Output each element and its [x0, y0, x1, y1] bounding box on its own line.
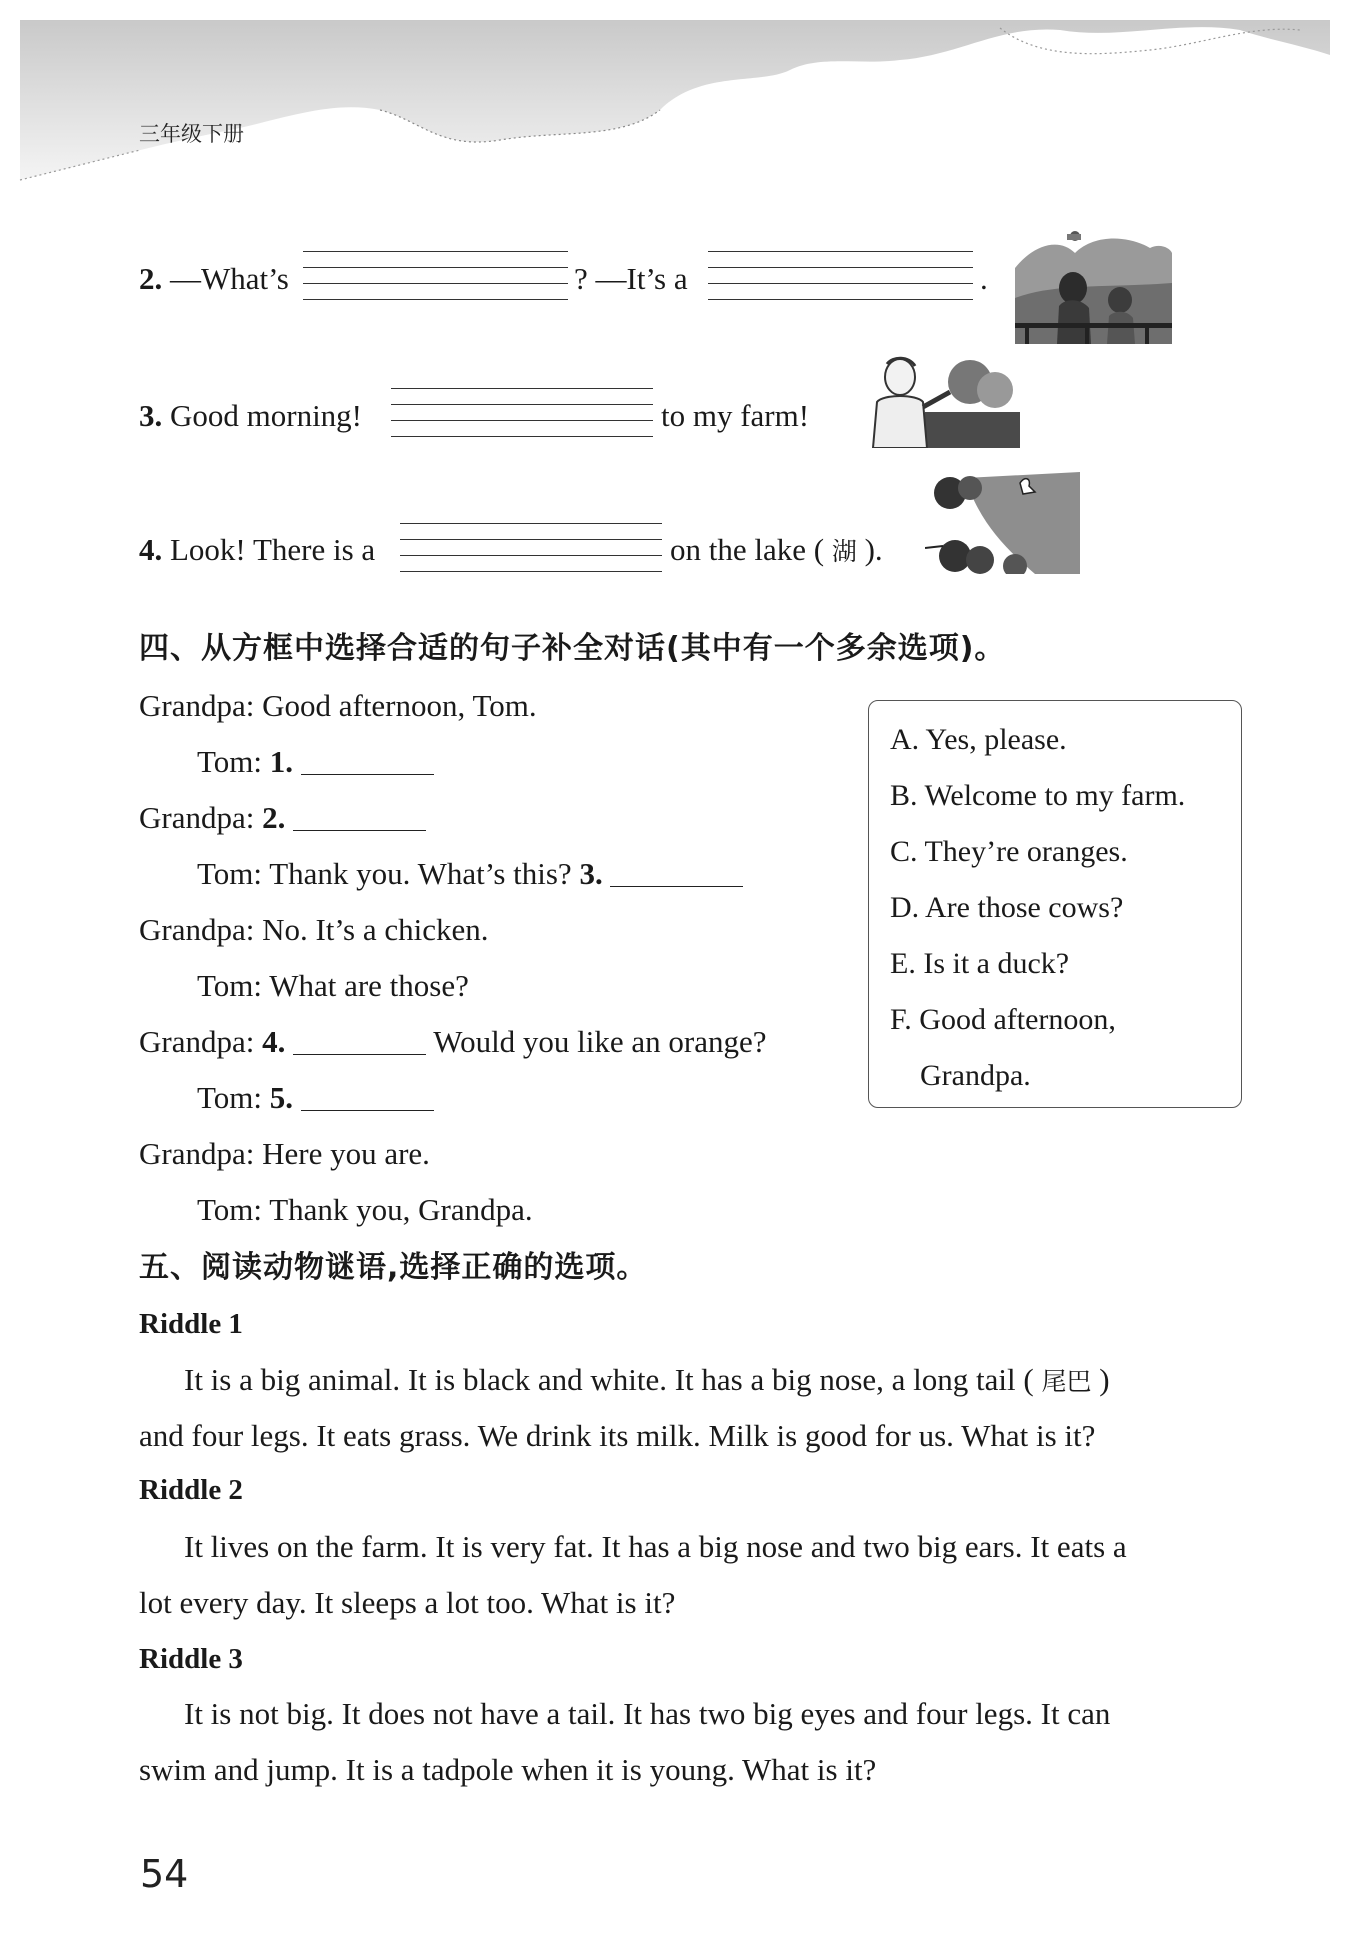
header-banner: [0, 0, 1350, 200]
blank-number: 2.: [262, 800, 286, 835]
riddle-text-end: ): [1099, 1362, 1110, 1397]
line-text: No. It’s a chicken.: [262, 912, 489, 947]
question-after: on the lake (: [670, 532, 825, 567]
riddle-3-line-1: It is not big. It does not have a tail. It has two big eyes and four legs. It can: [184, 1696, 1111, 1731]
speaker: Grandpa:: [139, 912, 255, 947]
question-text: —What’s: [170, 261, 289, 296]
dialogue-line-10: [197, 1194, 533, 1225]
riddle-1-line-2: and four legs. It eats grass. We drink its milk. Milk is good for us. What is it?: [139, 1418, 1096, 1453]
speaker: Tom:: [197, 856, 262, 891]
option-f: F. Good afternoon,: [890, 1003, 1116, 1036]
line-text: Would you like an orange?: [433, 1024, 767, 1059]
writing-lines-4[interactable]: [400, 523, 662, 577]
riddle-1-title: Riddle 1: [139, 1308, 243, 1340]
speaker: Grandpa:: [139, 800, 255, 835]
line-text: Thank you. What’s this?: [269, 856, 572, 891]
option-a: A. Yes, please.: [890, 723, 1067, 756]
section-5-title: 五、阅读动物谜语,选择正确的选项。: [139, 1250, 648, 1285]
writing-lines-3[interactable]: [391, 388, 653, 442]
grandpa-farm-illustration: [865, 352, 1020, 448]
option-e: E. Is it a duck?: [890, 947, 1070, 980]
riddle-2-title: Riddle 2: [139, 1474, 243, 1506]
dialogue-line-8: [197, 1082, 434, 1113]
question-end: .: [980, 261, 988, 296]
option-d: D. Are those cows?: [890, 891, 1124, 924]
blank-number: 3.: [579, 856, 603, 891]
answer-blank-4[interactable]: [293, 1028, 426, 1055]
answer-blank-2[interactable]: [293, 804, 426, 831]
question-text: ? —It’s a: [574, 261, 688, 296]
riddle-3-line-2: swim and jump. It is a tadpole when it is young. What is it?: [139, 1752, 877, 1787]
farm-lookout-illustration: [1015, 228, 1172, 344]
answer-blank-5[interactable]: [301, 1084, 434, 1111]
chinese-gloss: 湖: [831, 537, 857, 566]
riddle-text: It is a big animal. It is black and white. It has a big nose, a long tail (: [184, 1362, 1034, 1397]
dialogue-line-5: [139, 914, 489, 945]
speaker: Tom:: [197, 1192, 262, 1227]
answer-blank-3[interactable]: [610, 860, 743, 887]
section-4-title: 四、从方框中选择合适的句子补全对话(其中有一个多余选项)。: [139, 631, 1006, 666]
writing-lines-2a[interactable]: [303, 251, 568, 305]
question-4: [139, 534, 375, 565]
question-close: ).: [864, 532, 883, 567]
question-text: Good morning!: [170, 398, 363, 433]
speaker: Tom:: [197, 1080, 262, 1115]
line-text: Here you are.: [262, 1136, 430, 1171]
speaker: Tom:: [197, 744, 262, 779]
line-text: Thank you, Grandpa.: [269, 1192, 533, 1227]
page-number: 54: [140, 1852, 189, 1896]
dialogue-line-4: [197, 858, 743, 889]
question-number: 4.: [139, 532, 163, 567]
riddle-3-title: Riddle 3: [139, 1643, 243, 1675]
dialogue-line-6: [197, 970, 469, 1001]
answer-blank-1[interactable]: [301, 748, 434, 775]
option-f-continued: Grandpa.: [920, 1059, 1031, 1092]
dialogue-line-7: [139, 1026, 767, 1057]
question-text: to my farm!: [661, 398, 810, 433]
option-c: C. They’re oranges.: [890, 835, 1128, 868]
riddle-2-line-1: It lives on the farm. It is very fat. It has a big nose and two big ears. It eats a: [184, 1529, 1127, 1564]
speaker: Tom:: [197, 968, 262, 1003]
question-text: [670, 534, 883, 565]
question-number: 3.: [139, 398, 163, 433]
blank-number: 5.: [269, 1080, 293, 1115]
dialogue-line-1: [139, 690, 537, 721]
speaker: Grandpa:: [139, 1136, 255, 1171]
line-text: What are those?: [269, 968, 469, 1003]
lake-illustration: [925, 468, 1080, 574]
grade-label: 三年级下册: [139, 122, 244, 146]
dialogue-line-2: [197, 746, 434, 777]
question-3: [139, 400, 362, 431]
riddle-1-line-1: [184, 1364, 1259, 1395]
speaker: Grandpa:: [139, 1024, 255, 1059]
blank-number: 1.: [269, 744, 293, 779]
question-text: Look! There is a: [170, 532, 376, 567]
blank-number: 4.: [262, 1024, 286, 1059]
question-number: 2.: [139, 261, 163, 296]
line-text: Good afternoon, Tom.: [262, 688, 537, 723]
riddle-2-line-2: lot every day. It sleeps a lot too. What is it?: [139, 1585, 676, 1620]
dialogue-line-9: [139, 1138, 430, 1169]
dialogue-line-3: [139, 802, 426, 833]
speaker: Grandpa:: [139, 688, 255, 723]
question-2: [139, 263, 289, 294]
chinese-gloss: 尾巴: [1041, 1367, 1092, 1396]
writing-lines-2b[interactable]: [708, 251, 973, 305]
option-b: B. Welcome to my farm.: [890, 779, 1186, 812]
